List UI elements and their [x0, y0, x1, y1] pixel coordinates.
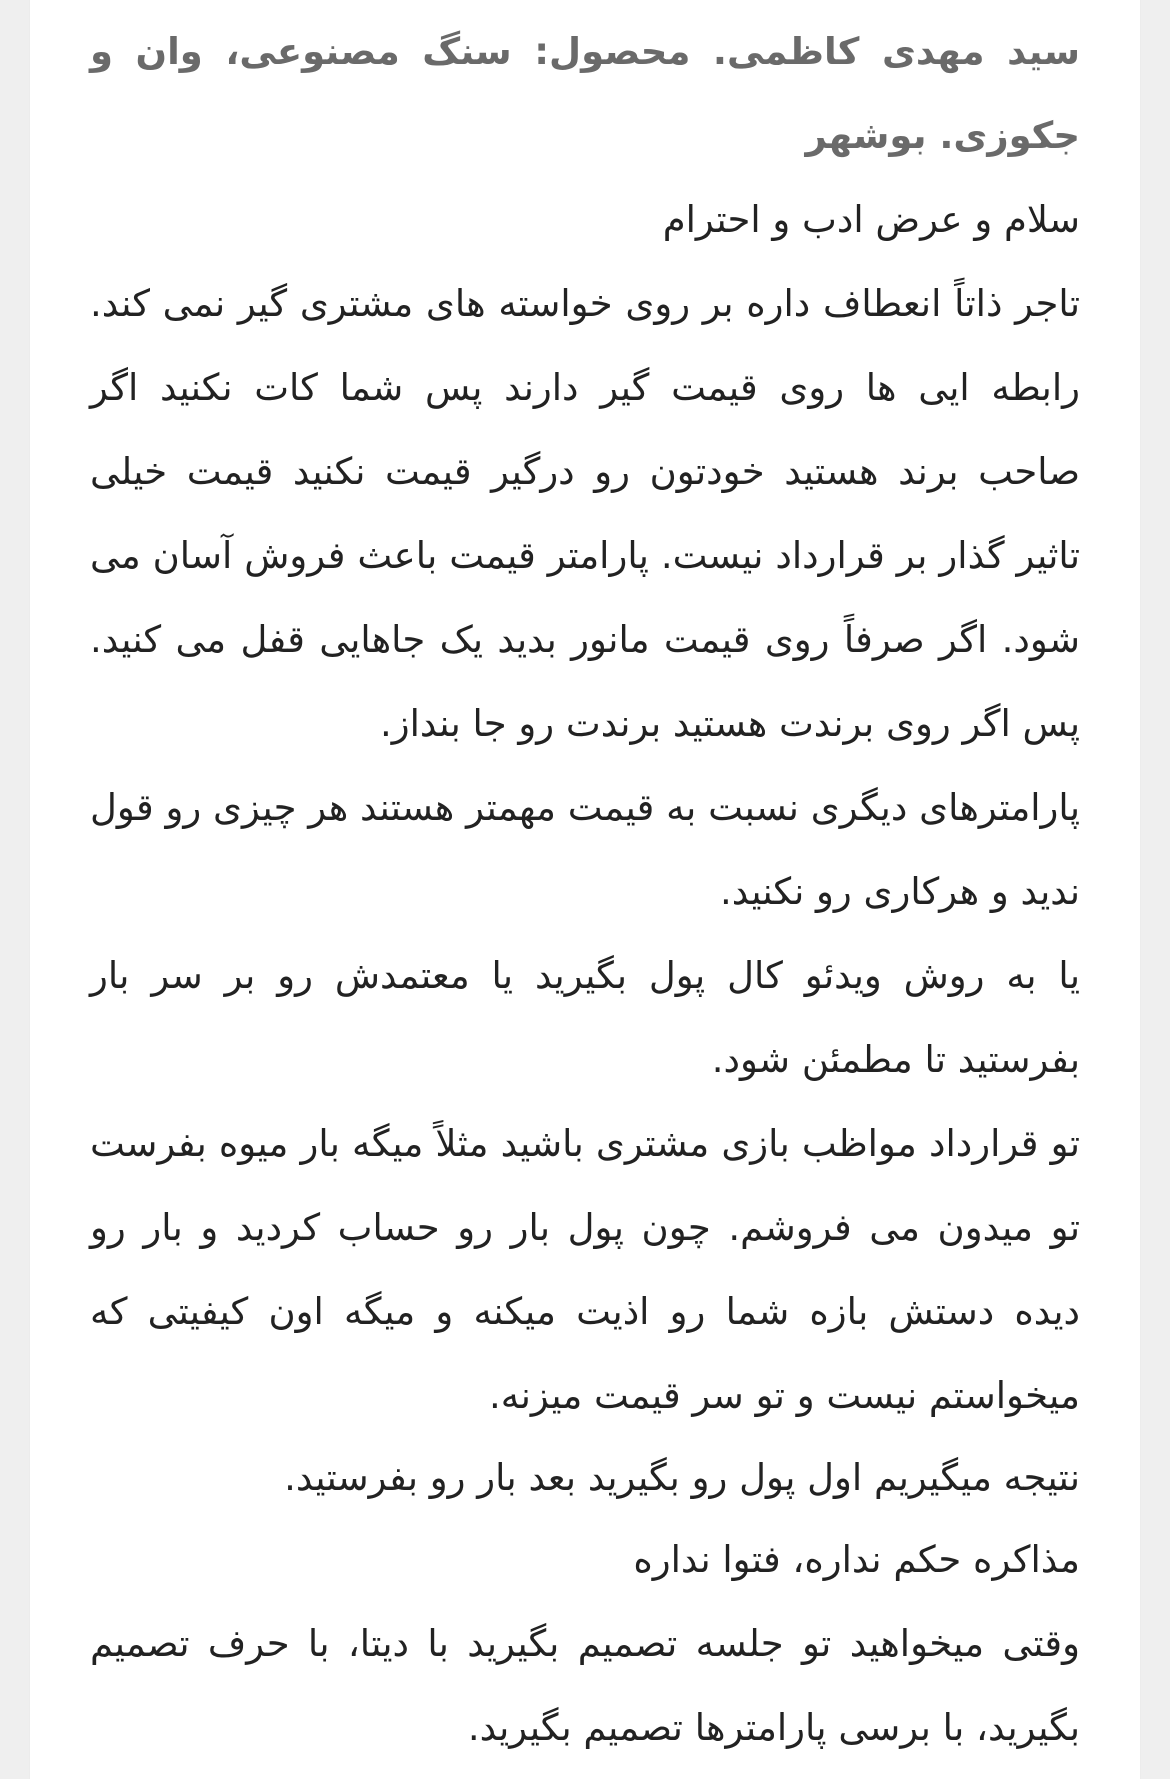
- paragraph-conclusion: نتیجه میگیریم اول پول رو بگیرید بعد بار رو بفرستید.: [284, 1456, 1080, 1499]
- paragraph-merchant-flexibility: تاجر ذاتاً انعطاف داره بر روی خواسته های مشتری گیر نمی کند. رابطه ایی ها روی قیمت گیر دارند پس شما کات نکنید اگر صاحب برند هستید خودتون رو درگیر قیمت نکنید قیمت خیلی تاثیر گذار بر قرارداد نیست. پارامتر قیمت باعث فروش آسان می شود. اگر صرفاً روی قیمت مانور بدید یک جاهایی قفل می کنید. پس اگر روی برندت هستید برندت رو جا بنداز.: [90, 282, 1080, 745]
- paragraph-negotiation: مذاکره حکم نداره، فتوا نداره: [633, 1538, 1080, 1581]
- paragraph-greeting: سلام و عرض ادب و احترام: [662, 198, 1080, 241]
- article-content: [90, 10, 1080, 1770]
- paragraph-decision: وقتی میخواهید تو جلسه تصمیم بگیرید با دیتا، با حرف تصمیم بگیرید، با برسی پارامترها تصمیم بگیرید.: [90, 1622, 1080, 1749]
- paragraph-other-parameters: پارامترهای دیگری نسبت به قیمت مهمتر هستند هر چیزی رو قول ندید و هرکاری رو نکنید.: [90, 786, 1080, 913]
- article-page: [30, 0, 1140, 1779]
- paragraph-contract-warning: تو قرارداد مواظب بازی مشتری باشید مثلاً میگه بار میوه بفرست تو میدون می فروشم. چون پول بار رو حساب کردید و بار رو دیده دستش بازه شما رو اذیت میکنه و میگه اون کیفیتی که میخواستم نیست و تو سر قیمت میزنه.: [90, 1122, 1080, 1417]
- paragraph-video-call: یا به روش ویدئو کال پول بگیرید یا معتمدش رو بر سر بار بفرستید تا مطمئن شود.: [90, 954, 1080, 1081]
- article-title: سید مهدی کاظمی. محصول: سنگ مصنوعی، وان و جکوزی. بوشهر: [90, 30, 1080, 157]
